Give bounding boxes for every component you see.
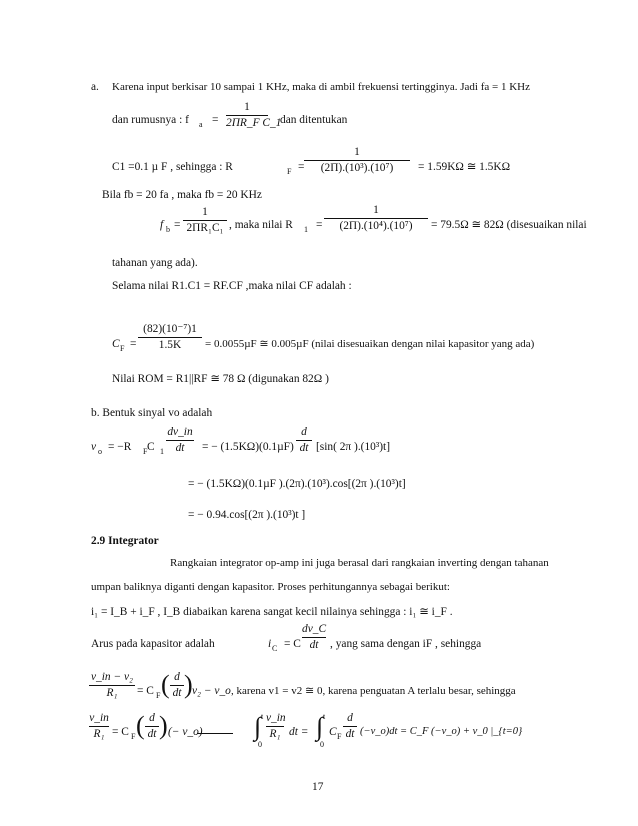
integrator-eq4-mid: = C — [112, 726, 129, 738]
separator-line — [197, 733, 233, 734]
heading-integrator: 2.9 Integrator — [91, 535, 159, 547]
integrator-eq3-mid: = C — [137, 685, 154, 697]
fraction-fb — [183, 206, 227, 235]
eq-vo-sub3: 1 — [160, 447, 164, 456]
fraction-vin-r1-int — [266, 712, 284, 741]
formula-fb-text: f — [160, 219, 164, 231]
fraction-cf-den: 1.5K — [158, 339, 182, 351]
integrator-eq4-sub: F — [131, 732, 136, 741]
fraction-d-dt-1-num: d — [301, 426, 307, 438]
integrator-eq2-pre: Arus pada kapasitor adalah — [91, 638, 215, 650]
item-a-line7: Selama nilai R1.C1 = RF.CF ,maka nilai CF adalah : — [112, 280, 352, 292]
formula-fa-sub: a — [199, 120, 203, 129]
fraction-d-dt-3-den: dt — [147, 728, 157, 740]
fraction-fa-num: 1 — [244, 101, 250, 113]
eq-vo-line2: = − (1.5KΩ)(0.1µF ).(2π).(10³).cos[(2π ).(10³)t] — [188, 478, 406, 490]
eq-vo-sub: o — [98, 447, 102, 456]
formula-r1-result: = 79.5Ω ≅ 82Ω (disesuaikan nilai — [431, 219, 587, 231]
fraction-vin-v2 — [89, 671, 135, 700]
eq-vo-line3: = − 0.94.cos[(2π ).(10³)t ] — [188, 509, 306, 521]
integral-sign-2: ∫ — [316, 712, 324, 741]
fraction-dvin-den: dt — [175, 442, 185, 454]
formula-rf-result: = 1.59KΩ ≅ 1.5KΩ — [418, 161, 511, 173]
item-a-line4: Bila fb = 20 fa , maka fb = 20 KHz — [102, 189, 262, 201]
integrator-eq5-c: C — [329, 726, 337, 738]
eq-vo-post: [sin( 2π ).(10³)t] — [316, 441, 391, 453]
eq-vo-mid2: = − (1.5KΩ)(0.1µF) — [202, 441, 294, 453]
item-a-line6: tahanan yang ada). — [112, 257, 198, 269]
integrator-eq2-ic: i — [268, 638, 272, 650]
formula-fb-eq: = — [174, 219, 181, 231]
fraction-cf — [138, 323, 202, 352]
formula-cf-result: = 0.0055µF ≅ 0.005µF (nilai disesuaikan dengan nilai kapasitor yang ada) — [205, 338, 535, 350]
integral-1-upper: t — [261, 712, 264, 721]
eq-vo-text: v — [91, 441, 97, 453]
formula-fb-eq2: = — [316, 219, 323, 231]
integrator-eq2-post: , yang sama dengan iF , sehingga — [330, 638, 482, 650]
eq-vo-c: C — [147, 441, 155, 453]
integrator-eq2-eq: = C — [284, 638, 301, 650]
fraction-d-dt-4-num: d — [347, 712, 353, 724]
formula-rf-eq: = — [298, 161, 305, 173]
eq-vo-sub2: F — [143, 447, 148, 456]
formula-rf-sub: F — [287, 167, 292, 176]
fraction-d-dt-2-num: d — [174, 671, 180, 683]
integrator-eq3-post: , karena v1 = v2 ≅ 0, karena penguatan A terlalu besar, sehingga — [231, 685, 516, 697]
fraction-d-dt-4 — [343, 712, 357, 741]
formula-fb-sub: b — [166, 225, 170, 234]
paren-open-2: ( — [136, 711, 145, 740]
integrator-eq4-paren: (− v_o) — [168, 726, 203, 738]
fraction-vin-r1-int-den: R₁ — [269, 728, 281, 740]
fraction-vin-r1 — [89, 712, 109, 741]
fraction-d-dt-1 — [296, 426, 312, 455]
integrator-eq3-sub: F — [156, 691, 161, 700]
fraction-rf-num: 1 — [354, 146, 360, 158]
fraction-dvc-den: dt — [309, 639, 319, 651]
formula-fb-mid: , maka nilai R — [229, 219, 293, 231]
fraction-vin-v2-den: R₁ — [106, 687, 118, 699]
fraction-rf — [304, 146, 410, 175]
fraction-vin-v2-num: v_in − v₂ — [90, 671, 133, 683]
paren-close-1: ) — [184, 670, 193, 699]
fraction-dvin-num: dv_in — [167, 426, 193, 438]
fraction-rf-den: (2Π).(10³).(10⁷) — [320, 162, 394, 174]
paren-open-1: ( — [161, 670, 170, 699]
formula-cf-text: C — [112, 338, 120, 350]
fraction-vin-r1-num: v_in — [89, 712, 109, 724]
fraction-d-dt-2 — [170, 671, 184, 700]
formula-fa-post: dan ditentukan — [280, 114, 348, 126]
fraction-d-dt-1-den: dt — [299, 442, 309, 454]
item-a-line9: Nilai ROM = R1||RF ≅ 78 Ω (digunakan 82Ω ) — [112, 373, 329, 385]
formula-cf-sub: F — [120, 344, 125, 353]
fraction-r1 — [324, 204, 428, 233]
formula-fa-text: dan rumusnya : f — [112, 114, 189, 126]
fraction-d-dt-4-den: dt — [345, 728, 355, 740]
item-b-line1: b. Bentuk sinyal vo adalah — [91, 407, 213, 419]
fraction-dvin — [166, 426, 194, 455]
fraction-r1-den: (2Π).(10⁴).(10⁷) — [339, 220, 413, 232]
integral-1-lower: 0 — [258, 740, 262, 749]
eq-vo-mid: = −R — [108, 441, 132, 453]
formula-fb-sub2: 1 — [304, 225, 308, 234]
formula-fa-eq: = — [212, 114, 219, 126]
integrator-eq1: i₁ = I_B + i_F , I_B diabaikan karena sangat kecil nilainya sehingga : i₁ ≅ i_F . — [91, 606, 453, 618]
integral-2-upper: t — [323, 712, 326, 721]
fraction-fb-den: 2ΠR₁C₁ — [186, 222, 224, 234]
fraction-dvc — [302, 623, 326, 652]
formula-rf-text: C1 =0.1 µ F , sehingga : R — [112, 161, 233, 173]
item-a-line1: Karena input berkisar 10 sampai 1 KHz, maka di ambil frekuensi tertingginya. Jadi fa = 1 KHz — [112, 81, 530, 93]
integrator-eq5-post: (−v_o)dt = C_F (−v_o) + v_0 |_{t=0} — [360, 726, 523, 737]
paren-close-2: ) — [159, 711, 168, 740]
formula-cf-eq: = — [130, 338, 137, 350]
fraction-d-dt-3 — [145, 712, 159, 741]
fraction-d-dt-3-num: d — [149, 712, 155, 724]
fraction-vin-r1-int-num: v_in — [266, 712, 286, 724]
item-a-label: a. — [91, 81, 99, 93]
integral-sign-1: ∫ — [254, 712, 262, 741]
fraction-fb-num: 1 — [202, 206, 208, 218]
fraction-dvc-num: dv_C — [302, 623, 327, 635]
integrator-eq3-paren: v₂ − v_o — [192, 685, 231, 697]
integrator-eq5-sub: F — [337, 732, 342, 741]
integrator-para2: umpan baliknya diganti dengan kapasitor. Proses perhitungannya sebagai berikut: — [91, 581, 450, 593]
integrator-eq5-mid: dt = — [289, 726, 309, 738]
fraction-r1-num: 1 — [373, 204, 379, 216]
fraction-fa — [226, 101, 282, 130]
page-number: 17 — [312, 781, 324, 793]
fraction-fa-den: 2ΠR_F C_1 — [226, 117, 282, 129]
fraction-d-dt-2-den: dt — [172, 687, 182, 699]
integrator-para1: Rangkaian integrator op-amp ini juga berasal dari rangkaian inverting dengan tahanan — [170, 557, 549, 569]
fraction-cf-num: (82)(10⁻⁷)1 — [143, 323, 197, 335]
integral-2-lower: 0 — [320, 740, 324, 749]
integrator-eq2-icsub: C — [272, 644, 278, 653]
fraction-vin-r1-den: R₁ — [93, 728, 105, 740]
